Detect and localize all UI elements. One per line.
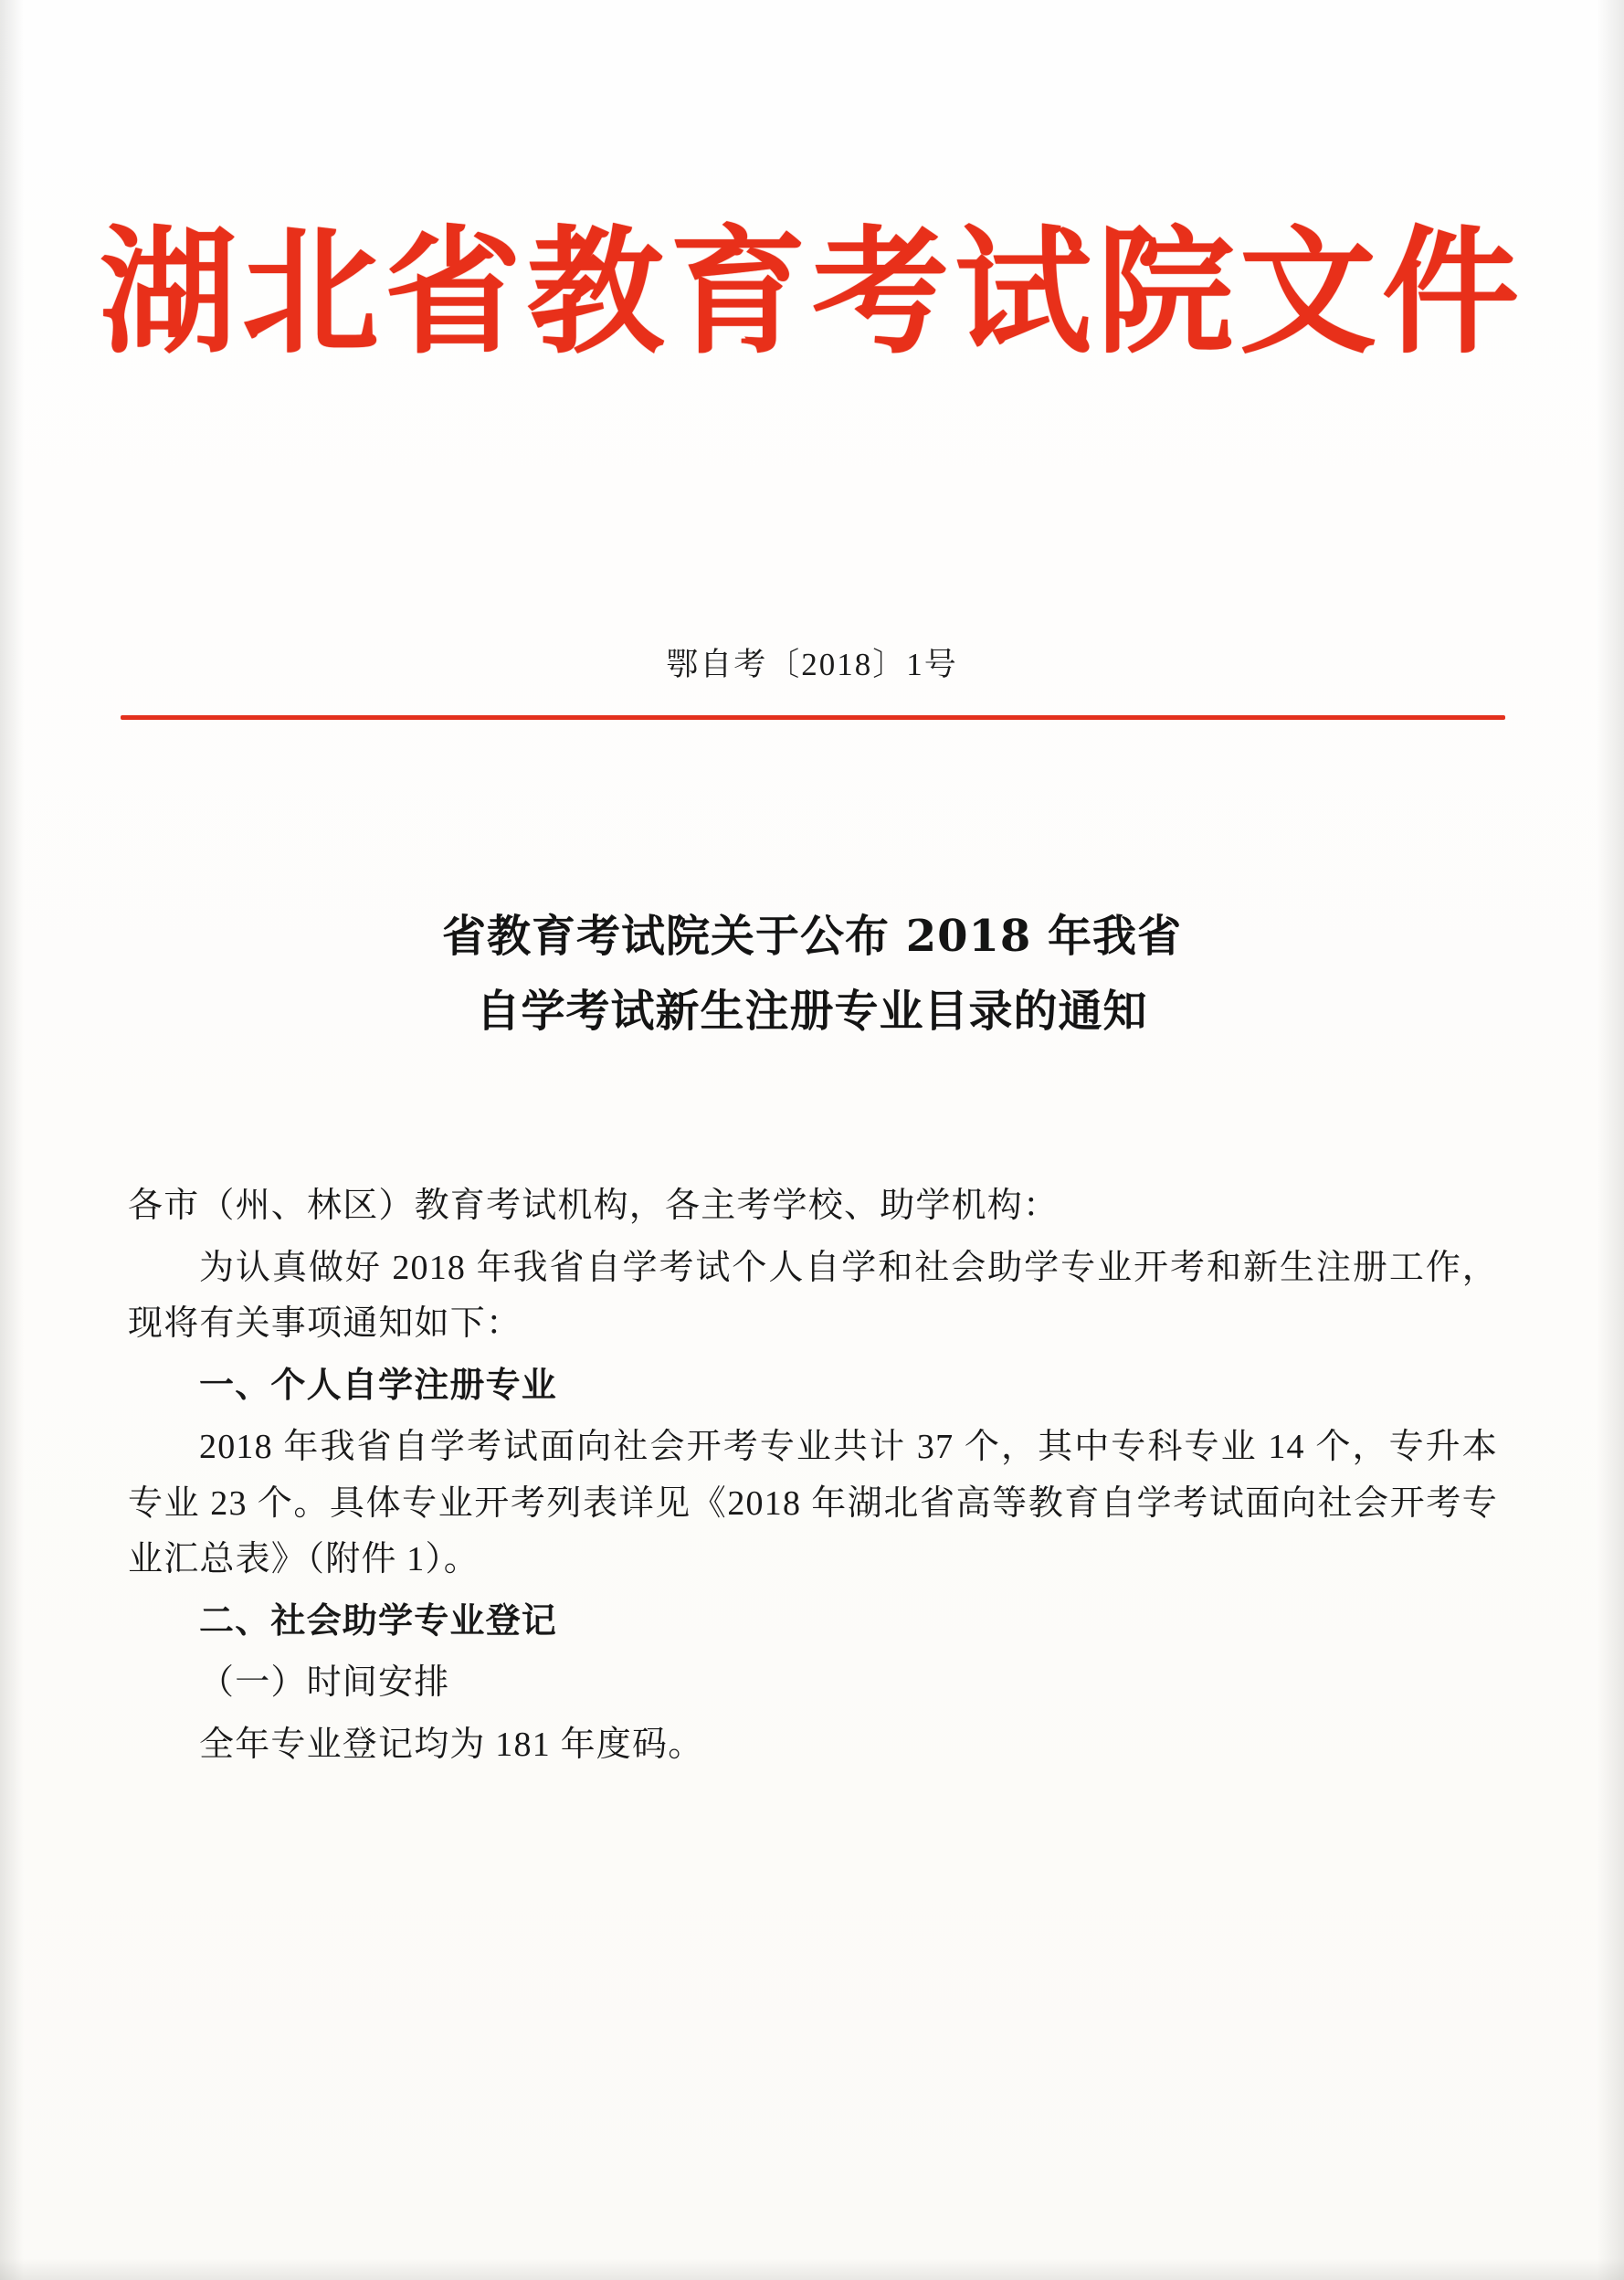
document-title-line-1: 省教育考试院关于公布 2018 年我省 [441,911,1183,962]
document-masthead [0,212,1624,373]
scan-edge-right [1597,0,1624,2280]
document-title-line-2: 自学考试新生注册专业目录的通知 [476,985,1148,1037]
document-number: 鄂自考〔2018〕1号 [666,647,958,682]
scan-edge-left [0,0,24,2280]
subsection-one-body: 全年专业登记均为 181 年度码。 [199,1725,704,1764]
intro-paragraph: 为认真做好 2018 年我省自学考试个人自学和社会助学专业开考和新生注册工作，现将有关事项通知如下： [128,1248,1498,1344]
section-one-body: 2018 年我省自学考试面向社会开考专业共计 37 个，其中专科专业 14 个，专升本专业 23 个。具体专业开考列表详见《2018 年湖北省高等教育自学考试面向社会开考专业汇总表》（附件 1）。 [128,1428,1498,1579]
document-title [0,900,1624,1049]
section-one-heading: 一、个人自学注册专业 [199,1366,558,1405]
scan-edge-bottom [0,2258,1624,2280]
red-horizontal-rule [121,715,1505,720]
subsection-one-heading: （一）时间安排 [199,1663,450,1703]
issuing-organization-title: 湖北省教育考试院文件 [99,212,1524,373]
addressee-line: 各市（州、林区）教育考试机构，各主考学校、助学机构： [128,1187,1060,1225]
section-two-heading: 二、社会助学专业登记 [199,1601,558,1641]
document-body [128,1178,1498,1779]
